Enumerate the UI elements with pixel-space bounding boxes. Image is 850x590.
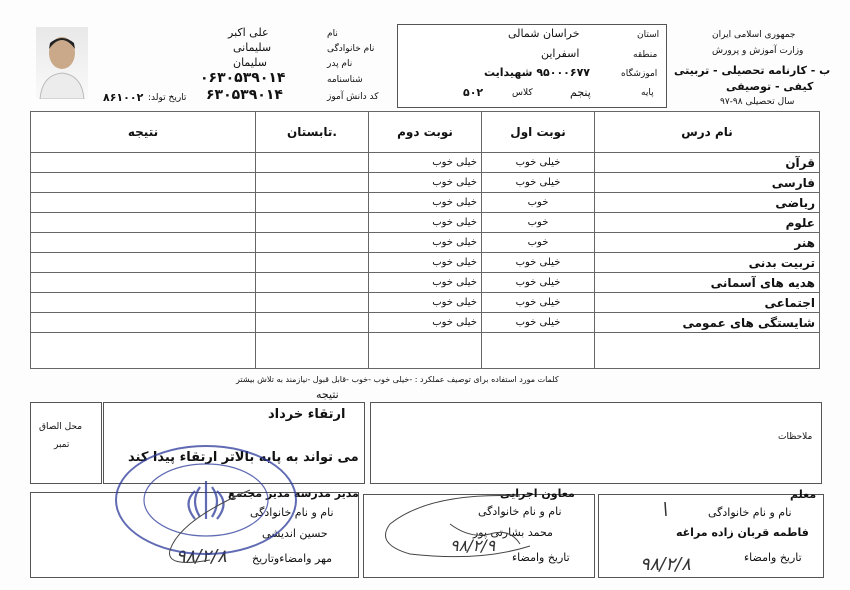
result-cell <box>31 173 256 193</box>
table-row <box>31 333 820 369</box>
table-row <box>31 153 820 173</box>
subject-cell: هدیه های آسمانی <box>595 273 820 293</box>
term1-cell: خوب <box>482 193 595 213</box>
table-row <box>31 233 820 253</box>
id-label: شناسنامه <box>327 75 363 85</box>
term1-cell: خیلی خوب <box>482 273 595 293</box>
principal-date: ۹۸/۲/۸ <box>176 546 227 567</box>
remarks-label: ملاحظات <box>778 432 813 442</box>
header-line4: کیفی - توصیفی <box>726 80 814 93</box>
grades-table <box>30 111 820 369</box>
subject-cell: اجتماعی <box>595 293 820 313</box>
province: خراسان شمالی <box>508 27 580 40</box>
principal-signature <box>140 480 260 575</box>
teacher-date-label: تاریخ وامضاء <box>744 551 802 564</box>
summer-cell <box>256 173 369 193</box>
family-label: نام خانوادگی <box>327 44 375 54</box>
table-header-row <box>31 112 820 153</box>
table-row <box>31 173 820 193</box>
term1-cell: خیلی خوب <box>482 153 595 173</box>
table-row <box>31 213 820 233</box>
teacher-date: ۹۸/۲/۸ <box>640 554 691 575</box>
deputy-signature <box>370 484 600 570</box>
stamp-place-line1: محل الصاق <box>39 422 83 432</box>
father-label: نام پدر <box>327 59 353 69</box>
subject-cell: فارسی <box>595 173 820 193</box>
name-label: نام <box>327 29 338 39</box>
term2-cell: خیلی خوب <box>369 293 482 313</box>
region: اسفراین <box>541 47 580 60</box>
summer-cell <box>256 253 369 273</box>
summer-cell <box>256 313 369 333</box>
subject-cell: علوم <box>595 213 820 233</box>
subject-cell: هنر <box>595 233 820 253</box>
stamp-place-line2: تمبر <box>54 440 70 450</box>
table-row <box>31 253 820 273</box>
table-row <box>31 273 820 293</box>
deputy-name: محمد بشارتی پور <box>473 526 553 539</box>
result-main: ارتقاء خرداد <box>268 407 346 422</box>
teacher-signature <box>620 494 760 574</box>
header-subject: نام درس <box>595 112 820 153</box>
term2-cell: خیلی خوب <box>369 273 482 293</box>
student-father: سلیمان <box>233 56 267 69</box>
class: ۵۰۲ <box>463 86 484 99</box>
subject-cell: شایستگی های عمومی <box>595 313 820 333</box>
deputy-title: معاون اجرایی <box>500 487 575 500</box>
header-line1: جمهوری اسلامی ایران <box>712 30 796 40</box>
result-cell <box>31 333 256 369</box>
teacher-name: فاطمه قربان زاده مراغه <box>676 526 809 539</box>
class-label: کلاس <box>512 88 533 98</box>
term1-cell: خوب <box>482 233 595 253</box>
term2-cell: خیلی خوب <box>369 153 482 173</box>
grade: پنجم <box>570 86 591 99</box>
result-sub: می تواند به پایه بالاتر ارتقاء پیدا کند <box>128 450 359 465</box>
deputy-name-label: نام و نام خانوادگی <box>478 505 562 518</box>
term2-cell: خیلی خوب <box>369 193 482 213</box>
term1-cell: خیلی خوب <box>482 293 595 313</box>
teacher-name-label: نام و نام خانوادگی <box>708 506 792 519</box>
term1-cell: خیلی خوب <box>482 173 595 193</box>
deputy-date: ۹۸/۲/۹ <box>450 536 496 555</box>
term1-cell: خوب <box>482 213 595 233</box>
result-label: نتیجه <box>316 388 339 401</box>
result-cell <box>31 233 256 253</box>
grade-label: پایه <box>641 88 654 98</box>
student-id: ۰۶۳۰۵۳۹۰۱۴ <box>200 70 286 86</box>
result-cell <box>31 273 256 293</box>
summer-cell <box>256 193 369 213</box>
region-label: منطقه <box>633 50 658 60</box>
principal-title: مدیر مدرسه مدیر مجتمع <box>228 487 359 500</box>
subject-cell: تربیت بدنی <box>595 253 820 273</box>
result-cell <box>31 313 256 333</box>
term1-cell <box>482 333 595 369</box>
province-label: استان <box>637 30 660 40</box>
summer-cell <box>256 213 369 233</box>
birth-label: تاریخ تولد: <box>148 93 187 103</box>
term2-cell: خیلی خوب <box>369 213 482 233</box>
code-label: کد دانش آموز <box>327 92 379 102</box>
school-label: اموزشگاه <box>621 69 658 79</box>
term2-cell: خیلی خوب <box>369 253 482 273</box>
student-name: علی اکبر <box>228 26 269 39</box>
school-name: ۹۵۰۰۰۶۷۷ شهیدایت <box>484 66 591 79</box>
header-result: نتیجه <box>31 112 256 153</box>
subject-cell: ریاضی <box>595 193 820 213</box>
term1-cell: خیلی خوب <box>482 313 595 333</box>
result-cell <box>31 153 256 173</box>
subject-cell: قرآن <box>595 153 820 173</box>
principal-name-label: نام و نام خانوادگی <box>250 506 334 519</box>
remarks-box <box>370 402 822 484</box>
grading-legend: کلمات مورد استفاده برای توصیف عملکرد : -خیلی خوب -خوب -قابل قبول -نیازمند به تلاش بیشتر <box>236 375 559 384</box>
term2-cell: خیلی خوب <box>369 173 482 193</box>
summer-cell <box>256 293 369 313</box>
term2-cell: خیلی خوب <box>369 233 482 253</box>
summer-cell <box>256 273 369 293</box>
header-term2: نوبت دوم <box>369 112 482 153</box>
header-line3: ب - کارنامه تحصیلی - تربیتی <box>674 64 831 77</box>
summer-cell <box>256 233 369 253</box>
header-term1: نوبت اول <box>482 112 595 153</box>
result-cell <box>31 193 256 213</box>
table-row <box>31 193 820 213</box>
result-cell <box>31 293 256 313</box>
result-cell <box>31 213 256 233</box>
student-family: سلیمانی <box>233 41 272 54</box>
header-line5: سال تحصیلی ۹۸-۹۷ <box>720 97 795 107</box>
student-code: ۶۳۰۵۳۹۰۱۴ <box>206 87 283 103</box>
term1-cell: خیلی خوب <box>482 253 595 273</box>
result-cell <box>31 253 256 273</box>
principal-name: حسین اندیشی <box>262 527 328 540</box>
teacher-title: معلم <box>790 488 817 501</box>
table-row <box>31 293 820 313</box>
term2-cell: خیلی خوب <box>369 313 482 333</box>
deputy-date-label: تاریخ وامضاء <box>512 551 570 564</box>
student-photo <box>36 27 88 99</box>
subject-cell <box>595 333 820 369</box>
summer-cell <box>256 333 369 369</box>
header-line2: وزارت آموزش و پرورش <box>712 46 804 56</box>
header-summer: .تابستان <box>256 112 369 153</box>
term2-cell <box>369 333 482 369</box>
principal-date-label: مهر وامضاءوتاریخ <box>252 552 333 565</box>
birth-date: ۸۶۱۰۰۲ <box>103 91 144 104</box>
summer-cell <box>256 153 369 173</box>
table-row <box>31 313 820 333</box>
